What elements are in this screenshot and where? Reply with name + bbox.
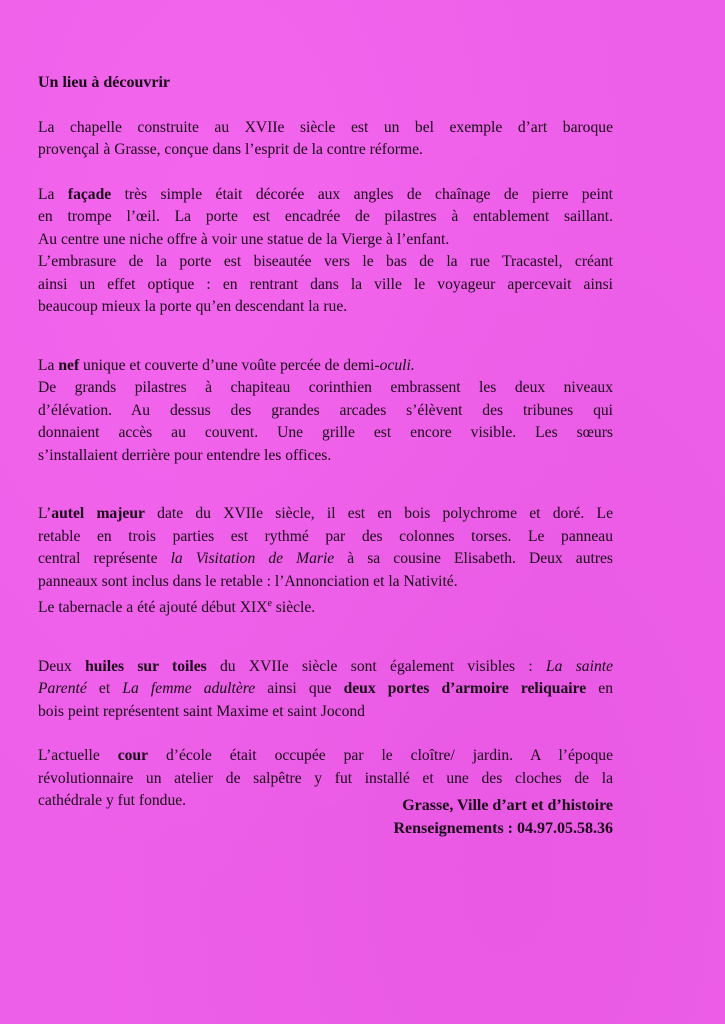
text-line: ainsi un effet optique : en rentrant dans la ville le voyageur apercevait ainsi <box>38 275 613 293</box>
italic-title-sainte: La sainte <box>545 657 613 675</box>
text-fragment: du XVIIe siècle sont également visibles : <box>206 657 546 675</box>
bold-term-nef: nef <box>58 356 80 374</box>
text-fragment: ainsi que <box>255 680 344 698</box>
text-fragment: central représente <box>38 550 171 567</box>
text-line <box>38 503 613 526</box>
text-fragment: Le tabernacle a été ajouté début XIX <box>38 599 268 617</box>
text-line: en trompe l’œil. La porte est encadrée de pilastres à entablement saillant. <box>38 208 613 225</box>
text-line: provençal à Grasse, conçue dans l’esprit de la contre réforme. <box>38 141 423 158</box>
text-line: d’élévation. Au dessus des grandes arcades s’élèvent des tribunes qui <box>38 401 613 419</box>
text-line: retable en trois parties est rythmé par des colonnes torses. Le panneau <box>38 527 613 545</box>
text-fragment: Deux <box>38 657 86 675</box>
italic-title-femme: La femme adultère <box>122 680 256 698</box>
text-line: beaucoup mieux la porte qu’en descendant la rue. <box>38 298 348 315</box>
text-line <box>38 548 613 571</box>
text-line <box>38 593 613 620</box>
italic-title-visitation: la Visitation de Marie <box>170 550 335 567</box>
text-fragment: unique et couverte d’une voûte percée de demi- <box>79 356 380 374</box>
bold-term-huiles: huiles sur toiles <box>85 657 207 675</box>
italic-title-parente: Parenté <box>38 680 87 698</box>
paragraph-autel <box>38 503 613 620</box>
text-line: donnaient accès au couvent. Une grille est encore visible. Les sœurs <box>38 424 613 441</box>
superscript: e <box>267 598 272 609</box>
footer-phone: Renseignements : 04.97.05.58.36 <box>393 820 613 837</box>
text-fragment: La <box>38 185 68 203</box>
text-fragment: en <box>586 680 613 698</box>
contact-footer <box>393 794 613 840</box>
text-fragment: siècle. <box>271 599 316 617</box>
text-fragment: L’actuelle <box>38 747 118 765</box>
text-line: révolutionnaire un atelier de salpêtre y fut installé et une des cloches de la <box>38 769 613 787</box>
text-line: La chapelle construite au XVIIe siècle est un bel exemple d’art baroque <box>38 118 613 136</box>
text-fragment: et <box>86 680 123 698</box>
page-title: Un lieu à découvrir <box>38 74 170 91</box>
text-fragment: La <box>38 356 59 374</box>
text-line: s’installaient derrière pour entendre les offices. <box>38 446 332 464</box>
text-line: L’embrasure de la porte est biseautée vers le bas de la rue Tracastel, créant <box>38 253 613 270</box>
text-line <box>38 656 613 679</box>
text-line <box>38 184 613 207</box>
text-line <box>38 678 613 701</box>
paragraph-huiles <box>38 656 613 724</box>
text-line: bois peint représentent saint Maxime et saint Jocond <box>38 702 365 720</box>
text-line <box>38 355 613 378</box>
paragraph-intro <box>38 117 613 162</box>
paragraph-nef <box>38 355 613 468</box>
document-body <box>38 72 613 835</box>
text-line: cathédrale y fut fondue. <box>38 792 187 810</box>
paragraph-facade <box>38 184 613 319</box>
bold-term-portes: deux portes d’armoire reliquaire <box>343 680 587 698</box>
bold-term-facade: façade <box>67 185 112 203</box>
italic-term-oculi: oculi. <box>379 356 415 374</box>
text-line <box>38 745 613 768</box>
text-line: De grands pilastres à chapiteau corinthien embrassent les deux niveaux <box>38 379 613 396</box>
text-fragment: à sa cousine Elisabeth. Deux autres <box>334 550 614 567</box>
text-fragment: d’école était occupée par le cloître/ jardin. A l’époque <box>148 747 614 765</box>
text-line: Au centre une niche offre à voir une statue de la Vierge à l’enfant. <box>38 230 450 248</box>
text-line: panneaux sont inclus dans le retable : l’Annonciation et la Nativité. <box>38 572 458 590</box>
text-fragment: très simple était décorée aux angles de chaînage de pierre peint <box>111 185 613 203</box>
bold-term-cour: cour <box>117 747 149 765</box>
text-fragment: date du XVIIe siècle, il est en bois polychrome et doré. Le <box>144 505 614 522</box>
bold-term-autel: autel majeur <box>51 505 145 522</box>
text-fragment: L’ <box>38 505 52 522</box>
footer-city-label: Grasse, Ville d’art et d’histoire <box>402 797 613 814</box>
